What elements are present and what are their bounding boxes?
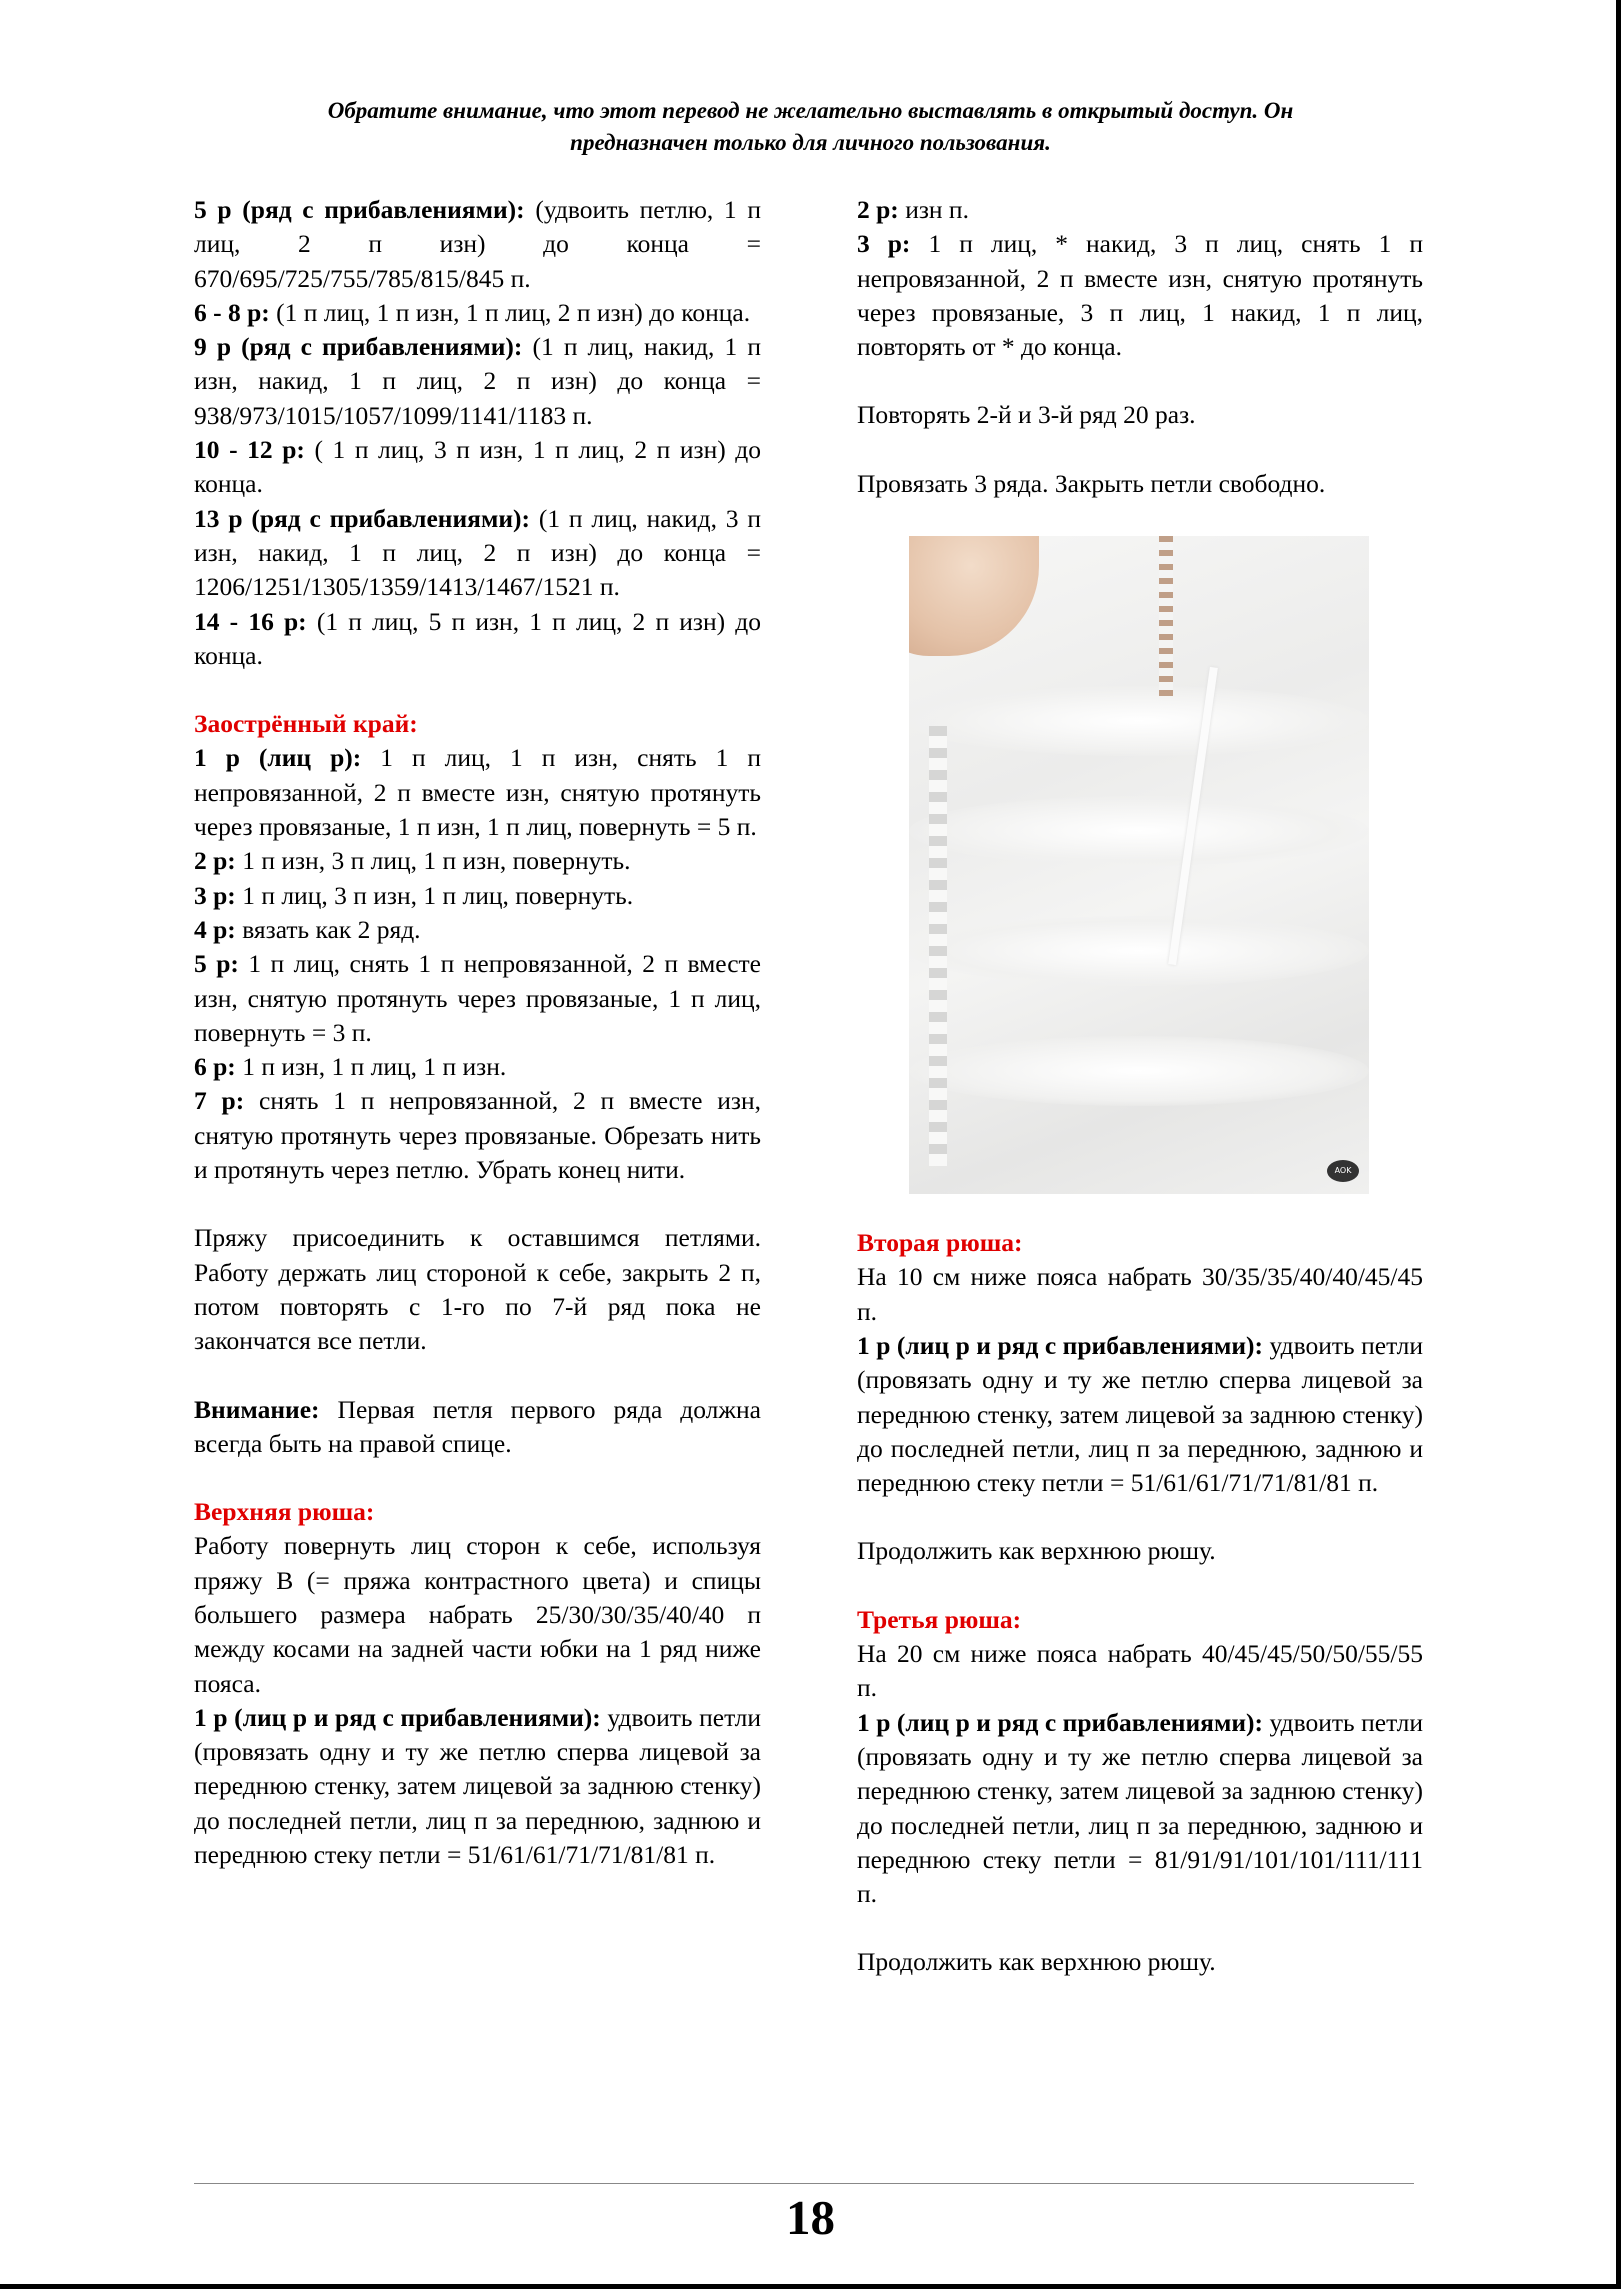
row-label: 1 р (лиц р и ряд с прибавлениями): [194,1702,601,1732]
instruction-row [194,1701,761,1872]
ruffle-shape [909,686,1369,756]
continue-paragraph: Продолжить как верхнюю рюшу. [857,1947,1216,1977]
instruction-row [194,330,761,433]
instruction-row [194,879,761,913]
row-label: 3 р: [857,229,911,259]
row-label: 5 р: [194,949,239,979]
row-text: удвоить петли (провязать одну и ту же петлю сперва лицевой за переднюю стенку, затем лицевой за заднюю стенку) до последней петли, лиц п за переднюю, заднюю и переднюю стеку петли = 81/91/91/101/101/111/111 п. [857,1707,1423,1909]
row-label: 2 р: [857,195,899,224]
ruffle-shape [909,1036,1369,1106]
row-label: 6 - 8 р: [194,297,270,327]
instruction-row [194,741,761,844]
left-column [194,193,761,1872]
pointed-edge-heading [194,707,761,741]
knitted-skirt-photo [909,536,1369,1194]
notice-line-1: Обратите внимание, что этот перевод не желательно выставлять в открытый доступ. Он [327,98,1294,123]
bind-off-paragraph: Провязать 3 ряда. Закрыть петли свободно. [857,468,1326,498]
instruction-row [194,502,761,605]
attention-text: Первая петля первого ряда должна всегда быть на правой спице. [194,1394,761,1458]
row-text: (удвоить петлю, 1 п лиц, 2 п изн) до конца = 670/695/725/755/785/815/845 п. [194,195,761,293]
notice-line-2: предназначен только для личного пользования. [570,130,1051,155]
instruction-row [194,193,761,296]
instruction-row [194,913,761,947]
third-ruffle-heading [857,1603,1423,1637]
second-ruffle-heading [857,1226,1423,1260]
join-paragraph: Пряжу присоединить к оставшимся петлями. Работу держать лиц стороной к себе, закрыть 2 п, потом повторять с 1-го по 7-й ряд пока не закончатся все петли. [194,1223,761,1356]
row-text: снять 1 п непровязанной, 2 п вместе изн, снятую протянуть через провязаные. Обрезать нить и протянуть через петлю. Убрать конец нити. [194,1086,761,1185]
instruction-row [857,1329,1423,1500]
instruction-row [857,193,1423,227]
row-label: 5 р (ряд с прибавлениями): [194,195,525,224]
row-text: 1 п изн, 1 п лиц, 1 п изн. [235,1052,507,1082]
instruction-row [194,296,761,330]
section-heading: Верхняя рюша: [194,1497,375,1527]
instruction-row [857,227,1423,364]
top-ruffle-heading [194,1495,761,1529]
right-column [857,193,1423,1980]
attention-paragraph [194,1393,761,1462]
row-text: вязать как 2 ряд. [235,914,421,944]
instruction-row [194,433,761,502]
row-label: 9 р (ряд с прибавлениями): [194,332,523,362]
row-text: 1 п лиц, * накид, 3 п лиц, снять 1 п непровязанной, 2 п вместе изн, снятую протянуть через провязаные, 3 п лиц, 1 накид, 1 п лиц, повторять от * до конца. [857,229,1423,362]
row-label: 4 р: [194,914,236,944]
row-label: 6 р: [194,1052,236,1082]
row-text: 1 п лиц, 3 п изн, 1 п лиц, повернуть. [235,880,634,910]
cast-on-paragraph: На 10 см ниже пояса набрать 30/35/35/40/40/45/45 п. [857,1262,1423,1326]
row-text: (1 п лиц, накид, 3 п изн, накид, 1 п лиц, 2 п изн) до конца = 1206/1251/1305/1359/1413/1467/1521 п. [194,503,761,602]
row-label: 2 р: [194,846,236,876]
row-label: 13 р (ряд с прибавлениями): [194,503,531,533]
row-text: ( 1 п лиц, 3 п изн, 1 п лиц, 2 п изн) до конца. [194,435,762,499]
baby-arm [909,536,1039,656]
instruction-row [194,844,761,878]
row-text: 1 п лиц, снять 1 п непровязанной, 2 п вместе изн, снятую протянуть через провязаные, 1 п лиц, повернуть = 3 п. [194,949,761,1047]
row-text: удвоить петли (провязать одну и ту же петлю сперва лицевой за переднюю стенку, затем лицевой за заднюю стенку) до последней петли, лиц п за переднюю, заднюю и переднюю стеку петли = 51/61/61/71/71/81/81 п. [194,1702,761,1870]
row-label: 14 - 16 р: [194,606,307,636]
row-text: (1 п лиц, 5 п изн, 1 п лиц, 2 п изн) до конца. [194,606,762,670]
row-label: 1 р (лиц р и ряд с прибавлениями): [857,1330,1263,1360]
row-text: 1 п изн, 3 п лиц, 1 п изн, повернуть. [235,846,631,876]
row-label: 10 - 12 р: [194,435,305,465]
cast-on-paragraph: На 20 см ниже пояса набрать 40/45/45/50/50/55/55 п. [857,1639,1423,1703]
instruction-row [194,605,761,674]
page-number: 18 [786,2190,835,2245]
section-heading: Третья рюша: [857,1604,1022,1634]
row-text: 1 п лиц, 1 п изн, снять 1 п непровязанной, 2 п вместе изн, снятую протянуть через провязаные, 1 п изн, 1 п лиц, повернуть = 5 п. [194,743,761,842]
instruction-row [194,947,761,1050]
row-text: изн п. [898,195,969,224]
row-text: (1 п лиц, 1 п изн, 1 п лиц, 2 п изн) до конца. [269,297,751,327]
row-label: 1 р (лиц р): [194,743,362,773]
section-heading: Заострённый край: [194,709,418,739]
continue-paragraph: Продолжить как верхнюю рюшу. [857,1536,1216,1566]
row-label: 7 р: [194,1086,245,1116]
section-heading: Вторая рюша: [857,1228,1023,1258]
lacing [1159,536,1173,696]
notice-header [200,95,1421,159]
repeat-paragraph: Повторять 2-й и 3-й ряд 20 раз. [857,400,1196,430]
watermark-logo-icon: AOK [1327,1160,1359,1182]
instruction-row [857,1706,1423,1912]
row-text: удвоить петли (провязать одну и ту же петлю сперва лицевой за переднюю стенку, затем лицевой за заднюю стенку) до последней петли, лиц п за переднюю, заднюю и переднюю стеку петли = 51/61/61/71/71/81/81 п. [857,1330,1423,1498]
instruction-row [194,1084,761,1187]
instruction-row [194,1050,761,1084]
ruffle-shape [909,916,1369,986]
row-label: 3 р: [194,880,236,910]
row-label: 1 р (лиц р и ряд с прибавлениями): [857,1707,1263,1737]
footer-divider [194,2183,1414,2184]
row-text: (1 п лиц, накид, 1 п изн, накид, 1 п лиц, 2 п изн) до конца = 938/973/1015/1057/1099/1141/1183 п. [194,332,761,430]
cable-stitch [929,726,947,1166]
ruffle-shape [909,796,1369,866]
top-ruffle-intro: Работу повернуть лиц сторон к себе, используя пряжу В (= пряжа контрастного цвета) и спицы большего размера набрать 25/30/30/35/40/40 п между косами на задней части юбки на 1 ряд ниже пояса. [194,1531,761,1698]
attention-label: Внимание: [194,1394,320,1424]
